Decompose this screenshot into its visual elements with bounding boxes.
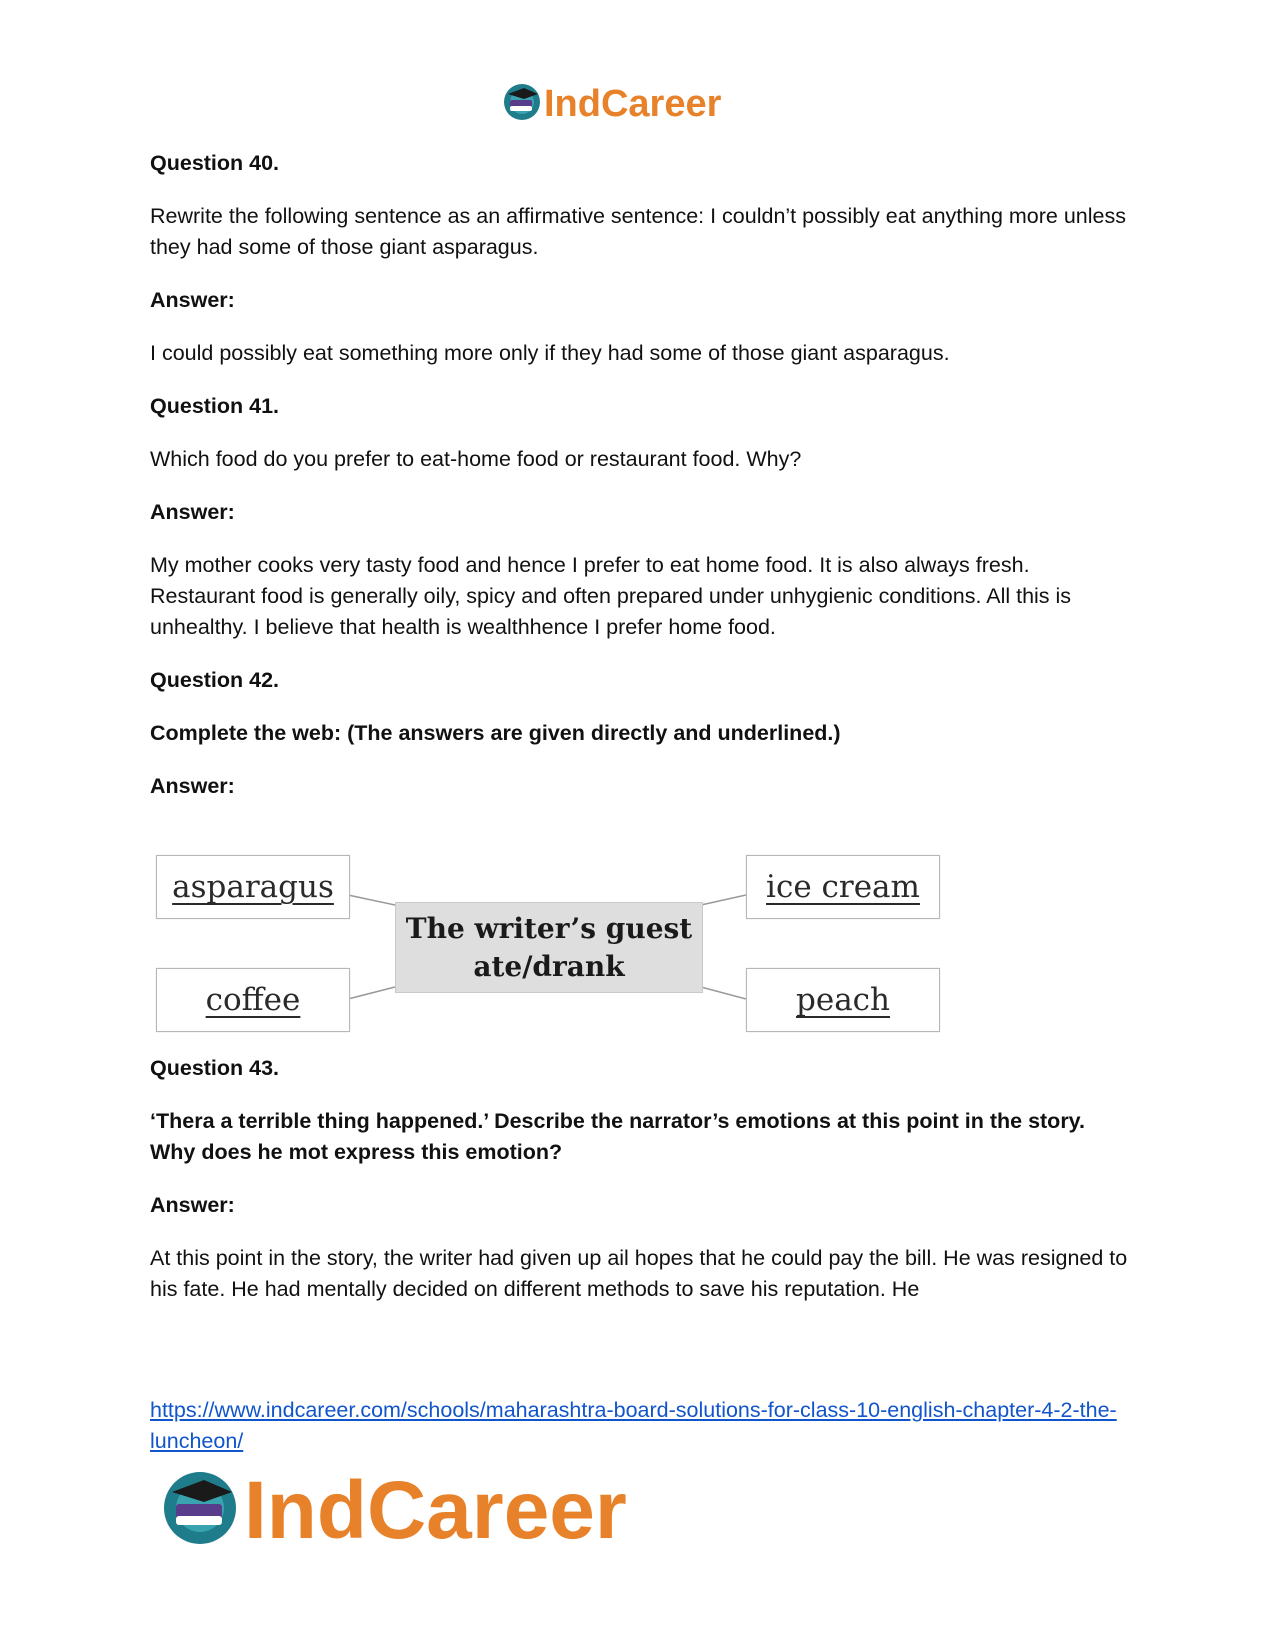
bold-heading: Question 43. <box>150 1056 280 1080</box>
indcareer-logo-icon <box>502 78 772 126</box>
web-box-bottom-left <box>156 968 350 1032</box>
indcareer-logo-large-icon <box>160 1462 700 1552</box>
paragraph-text: Which food do you prefer to eat-home food or restaurant food. Why? <box>150 447 802 471</box>
web-answer-coffee: coffee <box>205 982 301 1018</box>
bold-heading: ‘Thera a terrible thing happened.’ Describe the narrator’s emotions at this point in the story. Why does he mot express this emotion? <box>150 1109 1086 1164</box>
paragraph-text: My mother cooks very tasty food and hence I prefer to eat home food. It is also always fresh. Restaurant food is generally oily, spicy and often prepared under unhygienic conditions. All this is unhealthy. I believe that health is wealthhence I prefer home food. <box>150 553 1072 639</box>
logo-text: IndCareer <box>544 83 722 125</box>
web-answer-peach: peach <box>796 982 890 1018</box>
bold-heading: Answer: <box>150 1193 235 1217</box>
logo-text-large: IndCareer <box>244 1465 627 1552</box>
word-web-diagram <box>150 843 950 1051</box>
bold-heading: Answer: <box>150 500 235 524</box>
web-box-top-right <box>746 855 940 919</box>
footer-logo <box>160 1462 700 1552</box>
document-body <box>150 148 1130 1305</box>
header-logo <box>502 78 772 126</box>
web-center-line-1: The writer’s guest <box>405 911 693 945</box>
bold-heading: Question 42. <box>150 668 280 692</box>
footer-source-link[interactable]: https://www.indcareer.com/schools/maharashtra-board-solutions-for-class-10-english-chapter-4-2-the-luncheon/ <box>150 1398 1117 1453</box>
paragraph-text: I could possibly eat something more only if they had some of those giant asparagus. <box>150 341 950 365</box>
bold-heading: Answer: <box>150 774 235 798</box>
web-center-line-2: ate/drank <box>473 949 625 983</box>
bold-heading: Answer: <box>150 288 235 312</box>
bold-heading: Question 40. <box>150 151 280 175</box>
web-answer-ice-cream: ice cream <box>766 869 920 905</box>
bold-heading: Complete the web: (The answers are given directly and underlined.) <box>150 721 841 745</box>
web-center-box <box>395 902 703 993</box>
bold-heading: Question 41. <box>150 394 280 418</box>
paragraph-text: Rewrite the following sentence as an affirmative sentence: I couldn’t possibly eat anything more unless they had some of those giant asparagus. <box>150 204 1127 259</box>
web-answer-asparagus: asparagus <box>172 869 334 905</box>
paragraph-text: At this point in the story, the writer had given up ail hopes that he could pay the bill. He was resigned to his fate. He had mentally decided on different methods to save his reputation. He <box>150 1246 1128 1301</box>
web-box-bottom-right <box>746 968 940 1032</box>
web-box-top-left <box>156 855 350 919</box>
